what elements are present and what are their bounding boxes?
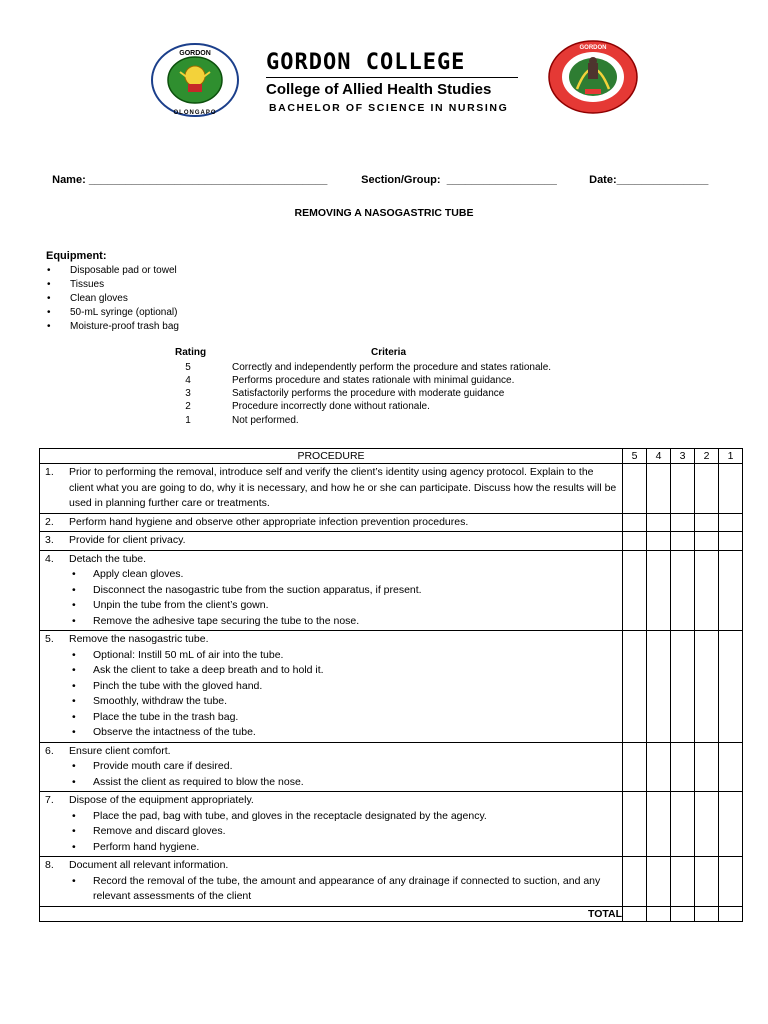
procedure-cell [40,550,623,631]
equipment-item: • Clean gloves [47,293,128,304]
procedure-cell [40,464,623,514]
score-1-header: 1 [719,449,743,464]
step-text: Prior to performing the removal, introduce self and verify the client’s identity using agency protocol. Explain to the client what you are going to do, why it is necessary, and how he or she can participate. Discuss how the results will be used in planning further care or treatments. [69,466,617,509]
substep-text: Disconnect the nasogastric tube from the suction apparatus, if present. [93,583,422,596]
name-blank: _______________________________________ [88,174,328,186]
score-cell[interactable] [647,742,671,792]
program-name: BACHELOR OF SCIENCE IN NURSING [269,102,509,114]
step-text: Detach the tube. [69,552,147,565]
score-cell[interactable] [647,513,671,532]
rating-row: 5 Correctly and independently perform the procedure and states rationale. [185,362,552,373]
score-cell[interactable] [695,792,719,857]
score-cell[interactable] [671,513,695,532]
step-number: 4. [45,552,54,565]
table-row [40,792,743,857]
procedure-cell [40,792,623,857]
bullet-icon: • [72,614,76,627]
total-row [40,906,743,921]
bullet-icon: • [72,599,76,611]
score-cell[interactable] [719,550,743,631]
substep-text: Record the removal of the tube, the amount and appearance of any drainage if connected to suction, and any relevant assessments of the client [93,874,601,902]
score-cell[interactable] [671,631,695,743]
bullet-icon: • [72,583,76,596]
score-cell[interactable] [719,792,743,857]
criteria-header: Criteria [371,347,407,358]
section-label: Section/Group: [361,174,441,186]
procedure-cell [40,742,623,792]
bullet-icon: • [72,648,76,661]
step-text: Dispose of the equipment appropriately. [69,794,254,806]
total-label: TOTAL [40,906,623,921]
step-text: Provide for client privacy. [69,534,186,546]
substep-text: Provide mouth care if desired. [93,760,233,772]
bullet-icon: • [72,825,76,837]
date-blank: _______________ [616,174,709,186]
score-cell[interactable] [719,857,743,907]
table-row [40,513,743,532]
rating-row: 4 Performs procedure and states rationale with minimal guidance. [185,375,515,386]
table-row [40,550,743,631]
score-cell[interactable] [623,464,647,514]
score-cell[interactable] [623,532,647,551]
score-cell[interactable] [695,532,719,551]
rating-row: 1 Not performed. [185,415,299,426]
score-cell[interactable] [671,464,695,514]
table-header-row [40,449,743,464]
score-cell[interactable] [623,742,647,792]
step-number: 7. [45,794,54,806]
substep-text: Perform hand hygiene. [93,840,200,853]
score-cell[interactable] [671,857,695,907]
substep-text: Assist the client as required to blow the nose. [93,775,304,788]
score-cell[interactable] [695,464,719,514]
score-cell[interactable] [719,742,743,792]
name-label: Name: [52,174,86,186]
bullet-icon: • [72,568,76,580]
step-number: 3. [45,534,54,546]
equipment-item: • 50-mL syringe (optional) [47,307,178,318]
score-cell[interactable] [719,631,743,743]
score-cell[interactable] [695,742,719,792]
score-cell[interactable] [695,857,719,907]
score-cell[interactable] [623,857,647,907]
svg-text:GORDON: GORDON [179,50,211,57]
score-cell[interactable] [719,906,743,921]
substep-text: Apply clean gloves. [93,568,184,580]
score-cell[interactable] [719,464,743,514]
procedure-cell [40,513,623,532]
step-number: 5. [45,633,54,645]
substep-text: Smoothly, withdraw the tube. [93,695,228,707]
bullet-icon: • [72,664,76,676]
score-cell[interactable] [671,550,695,631]
score-cell[interactable] [695,906,719,921]
gordon-college-seal-left [150,42,240,118]
score-cell[interactable] [647,550,671,631]
score-cell[interactable] [719,513,743,532]
step-number: 1. [45,466,54,478]
score-cell[interactable] [719,532,743,551]
section-field[interactable] [355,162,557,186]
substep-text: Pinch the tube with the gloved hand. [93,679,263,692]
bullet-icon: • [72,679,76,692]
substep-text: Ask the client to take a deep breath and to hold it. [93,664,324,676]
score-5-header: 5 [623,449,647,464]
score-cell[interactable] [671,742,695,792]
substep-text: Observe the intactness of the tube. [93,726,256,738]
score-cell[interactable] [671,532,695,551]
substep-text: Remove and discard gloves. [93,825,226,837]
score-cell[interactable] [647,857,671,907]
document-title: REMOVING A NASOGASTRIC TUBE [294,207,474,219]
department-name: College of Allied Health Studies [266,81,492,98]
bullet-icon: • [72,710,76,723]
score-cell[interactable] [671,792,695,857]
table-row [40,532,743,551]
substep-text: Place the pad, bag with tube, and gloves in the receptacle designated by the agency. [93,809,487,822]
score-cell[interactable] [623,513,647,532]
score-cell[interactable] [623,550,647,631]
rating-header: Rating [175,347,207,358]
table-row [40,857,743,907]
score-cell[interactable] [647,631,671,743]
step-text: Perform hand hygiene and observe other appropriate infection prevention procedures. [69,515,469,528]
step-text: Remove the nasogastric tube. [69,633,209,645]
bullet-icon: • [72,874,76,887]
equipment-item: • Tissues [47,279,105,290]
section-blank: __________________ [446,174,557,186]
college-name: GORDON COLLEGE [266,50,466,75]
allied-health-seal-right [547,39,639,115]
rating-row: 2 Procedure incorrectly done without rationale. [185,401,430,412]
score-cell[interactable] [623,792,647,857]
table-row [40,742,743,792]
procedure-header: PROCEDURE [40,449,623,464]
bullet-icon: • [72,809,76,822]
score-cell[interactable] [671,906,695,921]
step-text: Ensure client comfort. [69,744,171,757]
step-text: Document all relevant information. [69,859,229,871]
equipment-item: • Disposable pad or towel [47,265,177,276]
bullet-icon: • [72,695,76,707]
step-number: 6. [45,744,54,757]
step-number: 2. [45,515,54,528]
bullet-icon: • [72,726,76,738]
score-cell[interactable] [647,906,671,921]
score-cell[interactable] [647,792,671,857]
equipment-item: • Moisture-proof trash bag [47,321,179,332]
procedure-cell [40,857,623,907]
name-field[interactable] [46,162,327,186]
score-2-header: 2 [695,449,719,464]
date-label: Date: [589,174,617,186]
substep-text: Optional: Instill 50 mL of air into the tube. [93,648,284,661]
score-cell[interactable] [695,550,719,631]
table-row [40,631,743,743]
bullet-icon: • [72,775,76,788]
substep-text: Unpin the tube from the client’s gown. [93,599,269,611]
bullet-icon: • [72,840,76,853]
score-cell[interactable] [647,464,671,514]
procedure-cell [40,631,623,743]
table-row [40,464,743,514]
score-cell[interactable] [695,513,719,532]
score-cell[interactable] [695,631,719,743]
svg-text:GORDON: GORDON [579,45,607,51]
substep-text: Place the tube in the trash bag. [93,710,239,723]
rating-row: 3 Satisfactorily performs the procedure with moderate guidance [185,388,505,399]
header-rule [266,77,518,78]
score-cell[interactable] [623,906,647,921]
score-cell[interactable] [623,631,647,743]
procedure-cell [40,532,623,551]
bullet-icon: • [72,760,76,772]
score-3-header: 3 [671,449,695,464]
svg-text:OLONGAPO: OLONGAPO [173,110,217,116]
equipment-list [46,264,179,334]
score-4-header: 4 [647,449,671,464]
date-field[interactable] [583,162,708,186]
equipment-heading: Equipment: [46,250,107,262]
procedure-table [39,448,743,922]
score-cell[interactable] [647,532,671,551]
substep-text: Remove the adhesive tape securing the tube to the nose. [93,614,360,627]
step-number: 8. [45,859,54,871]
